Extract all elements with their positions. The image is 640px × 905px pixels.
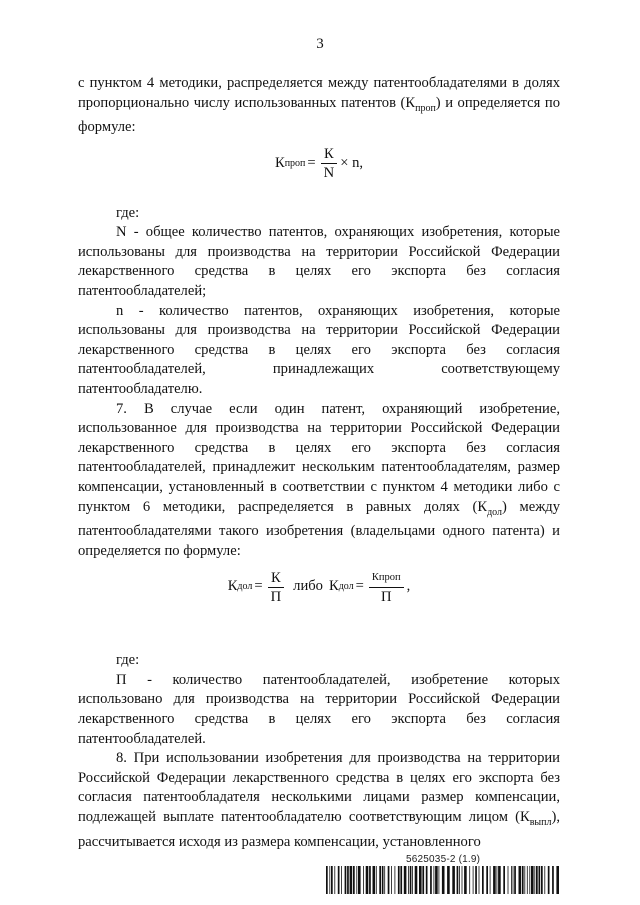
definition-n-count: n - количество патентов, охраняющих изобретения, которые использованы для производства на территории Российской Федерации лекарственного средства в целях его экспорта без согласия патентообладателей, принадлежащих соответствующему патентообладателю.: [78, 302, 560, 398]
definition-p-count: П - количество патентообладателей, изобретение которых использовано для производства на территории Российской Федерации лекарственного средства в целях его экспорта без согласия патентообладателей.: [78, 671, 560, 747]
fraction-k-over-p: $\frac{К}{П}$: [268, 570, 285, 605]
page-number: 3: [316, 36, 324, 52]
label-gde-2: где:: [116, 652, 140, 669]
barcode-icon: [326, 866, 560, 894]
paragraph-8: 8. При использовании изобретения для производства на территории Российской Федерации лекарственного средства в целях его экспорта без согласия патентообладателя несколькими лицами размер компенсации, подлежащей выплате патентообладателю соответствующим лицом $(К_{выпл})$, рассчитывается исходя из размера компенсации, установленного: [78, 750, 560, 850]
paragraph-distribution: с пунктом 4 методики, распределяется между патентообладателями в долях пропорционально числу использованных патентов $(К_{проп})$ и определяется по формуле:: [78, 75, 560, 136]
fraction-kprop-over-p: $\frac{\text{Кпроп}}{П}$: [369, 570, 404, 605]
document-body: [78, 74, 560, 852]
formula-k-prop: К проп = $\frac{К}{N}$ × n,: [274, 146, 364, 182]
fraction-k-over-n: $\frac{К}{N}$: [321, 146, 338, 181]
label-gde-1: где:: [116, 204, 140, 221]
document-reference-number: 5625035-2 (1.9): [406, 854, 481, 865]
formula-k-dol: К дол = $\frac{К}{П}$ либо К дол = $\frac{\text{Кпроп}}{П}$ ,: [227, 569, 411, 605]
paragraph-7: 7. В случае если один патент, охраняющий изобретение, использованное для производства на территории Российской Федерации лекарственного средства в целях его экспорта без согласия патентообладателей, принадлежит нескольким патентообладателям, размер компенсации, установленный в соответствии с пунктом 4 методики либо с пунктом 6 методики, распределяется в равных долях $(К_{дол})$ между патентообладателями такого изобретения (владельцами одного патента) и определяется по формуле:: [78, 400, 561, 559]
definition-n-total: N - общее количество патентов, охраняющих изобретения, которые использованы для производства на территории Российской Федерации лекарственного средства в целях его экспорта без согласия патентообладателей;: [78, 224, 560, 300]
